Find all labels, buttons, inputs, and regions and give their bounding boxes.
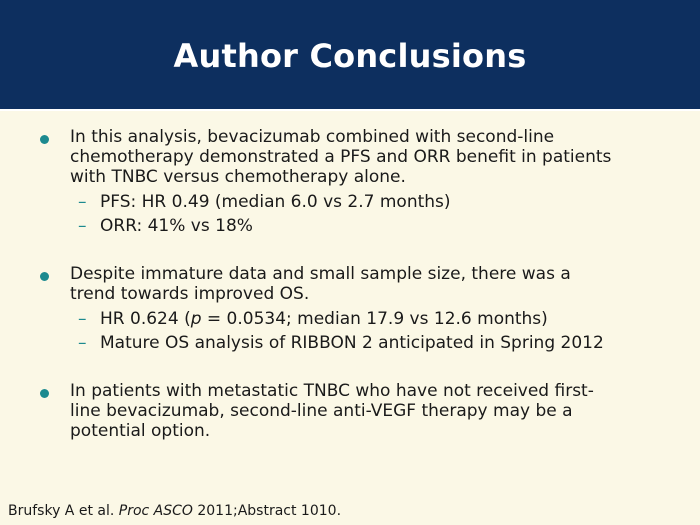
hr-text: HR 0.624 (	[100, 309, 191, 329]
dash-icon: –	[78, 216, 87, 236]
bullet-1-line-1: In this analysis, bevacizumab combined with second-line	[70, 127, 555, 147]
bullet-text-3	[70, 381, 670, 441]
bullet-1-line-3: with TNBC versus chemotherapy alone.	[70, 167, 406, 187]
p-value-symbol: p	[190, 309, 202, 329]
sub-bullet-text: ORR: 41% vs 18%	[100, 216, 253, 236]
sub-bullet-text: Mature OS analysis of RIBBON 2 anticipated in Spring 2012	[100, 333, 604, 353]
dash-icon: –	[78, 192, 87, 212]
dash-icon: –	[78, 333, 87, 353]
bullet-dot-icon	[40, 272, 49, 281]
bullet-3-line-3: potential option.	[70, 421, 211, 441]
bullet-1-line-2: chemotherapy demonstrated a PFS and ORR benefit in patients	[70, 147, 612, 167]
sub-bullet-text: PFS: HR 0.49 (median 6.0 vs 2.7 months)	[100, 192, 451, 212]
citation-detail: 2011;Abstract 1010.	[192, 503, 342, 519]
slide-title: Author Conclusions	[173, 37, 527, 75]
dash-icon: –	[78, 309, 87, 329]
citation-journal: Proc ASCO	[118, 503, 193, 519]
bullet-2-line-2: trend towards improved OS.	[70, 284, 310, 304]
title-bar	[0, 0, 700, 111]
p-value-text: = 0.0534; median 17.9 vs 12.6 months)	[201, 309, 548, 329]
bullet-text-1	[70, 127, 670, 187]
bullet-dot-icon	[40, 389, 49, 398]
bullet-2-line-1: Despite immature data and small sample size, there was a	[70, 264, 571, 284]
bullet-3-line-2: line bevacizumab, second-line anti-VEGF therapy may be a	[70, 401, 573, 421]
bullet-3-line-1: In patients with metastatic TNBC who have not received first-	[70, 381, 594, 401]
sub-bullet-text	[100, 309, 548, 329]
citation	[8, 502, 341, 520]
citation-authors: Brufsky A et al.	[8, 503, 119, 519]
bullet-text-2	[70, 264, 670, 304]
bullet-dot-icon	[40, 135, 49, 144]
